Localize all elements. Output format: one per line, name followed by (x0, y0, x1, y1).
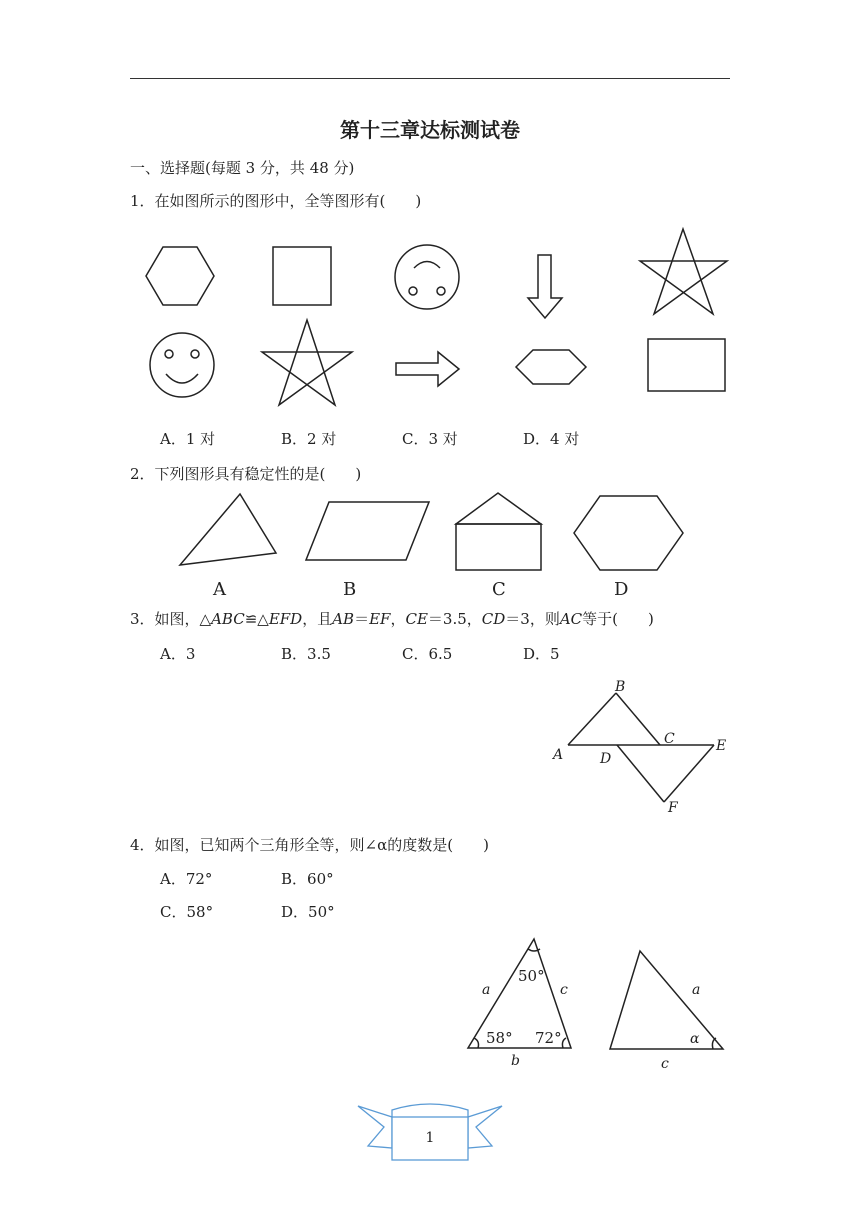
right-arrow-shape (396, 352, 459, 386)
star-shape (640, 229, 727, 314)
q3-option-c: C．6.5 (402, 645, 453, 663)
q3-point-f: F (668, 800, 678, 816)
q3-option-b: B．3.5 (281, 645, 331, 663)
q4-fig2-side-a: a (692, 982, 701, 998)
q4-fig1-angle-left: 58° (486, 1029, 513, 1047)
q3-point-e: E (716, 738, 727, 754)
q4-fig1-side-a: a (482, 982, 491, 998)
section-heading: 一、选择题(每题 3 分，共 48 分) (130, 159, 355, 177)
down-arrow-shape (528, 255, 562, 318)
q3-point-c: C (664, 731, 675, 747)
q4-fig1-angle-right: 72° (535, 1029, 562, 1047)
rectangle-shape (648, 339, 725, 391)
q2-stem: 2．下列图形具有稳定性的是( ) (130, 465, 362, 483)
q4-option-c: C．58° (160, 903, 214, 921)
q3-point-b: B (615, 679, 626, 695)
q4-option-d: D．50° (281, 903, 335, 921)
q4-option-b: B．60° (281, 870, 334, 888)
page-title: 第十三章达标测试卷 (340, 118, 520, 142)
star-shape (262, 320, 352, 405)
smiley-face-icon (150, 333, 214, 397)
smiley-face-icon (395, 245, 459, 309)
q1-option-d: D．4 对 (523, 430, 580, 448)
q3-point-d: D (600, 751, 612, 767)
q4-fig2-side-c: c (661, 1056, 669, 1072)
q2-label-b: B (343, 579, 357, 600)
q3-figure (568, 693, 714, 802)
hexagon-shape (146, 247, 214, 305)
q1-option-b: B．2 对 (281, 430, 337, 448)
parallelogram-shape-b (306, 502, 429, 560)
q1-stem: 1．在如图所示的图形中，全等图形有( ) (130, 192, 422, 210)
q4-triangle-2 (610, 951, 723, 1049)
triangle-shape-a (180, 494, 276, 565)
q4-option-a: A．72° (160, 870, 213, 888)
flat-hexagon-shape (516, 350, 586, 384)
q3-option-d: D．5 (523, 645, 560, 663)
hexagon-shape-d (574, 496, 683, 570)
q4-fig1-side-b: b (511, 1053, 520, 1069)
house-shape-c (456, 493, 541, 570)
q1-option-c: C．3 对 (402, 430, 458, 448)
q4-fig2-angle-alpha: α (690, 1031, 700, 1047)
q3-point-a: A (553, 747, 564, 763)
q2-label-a: A (213, 579, 226, 600)
q4-stem: 4．如图，已知两个三角形全等，则∠α的度数是( ) (130, 836, 489, 854)
q4-fig1-angle-top: 50° (518, 967, 545, 985)
q4-fig1-side-c: c (560, 982, 568, 998)
square-shape (273, 247, 331, 305)
q3-option-a: A．3 (160, 645, 196, 663)
page-number: 1 (425, 1130, 435, 1146)
q2-label-d: D (614, 579, 629, 600)
q1-option-a: A．1 对 (160, 430, 216, 448)
q3-stem: 3．如图，△ABC≌△EFD，且AB＝EF，CE＝3.5，CD＝3，则AC等于( ) (130, 610, 654, 628)
q2-label-c: C (492, 579, 506, 600)
